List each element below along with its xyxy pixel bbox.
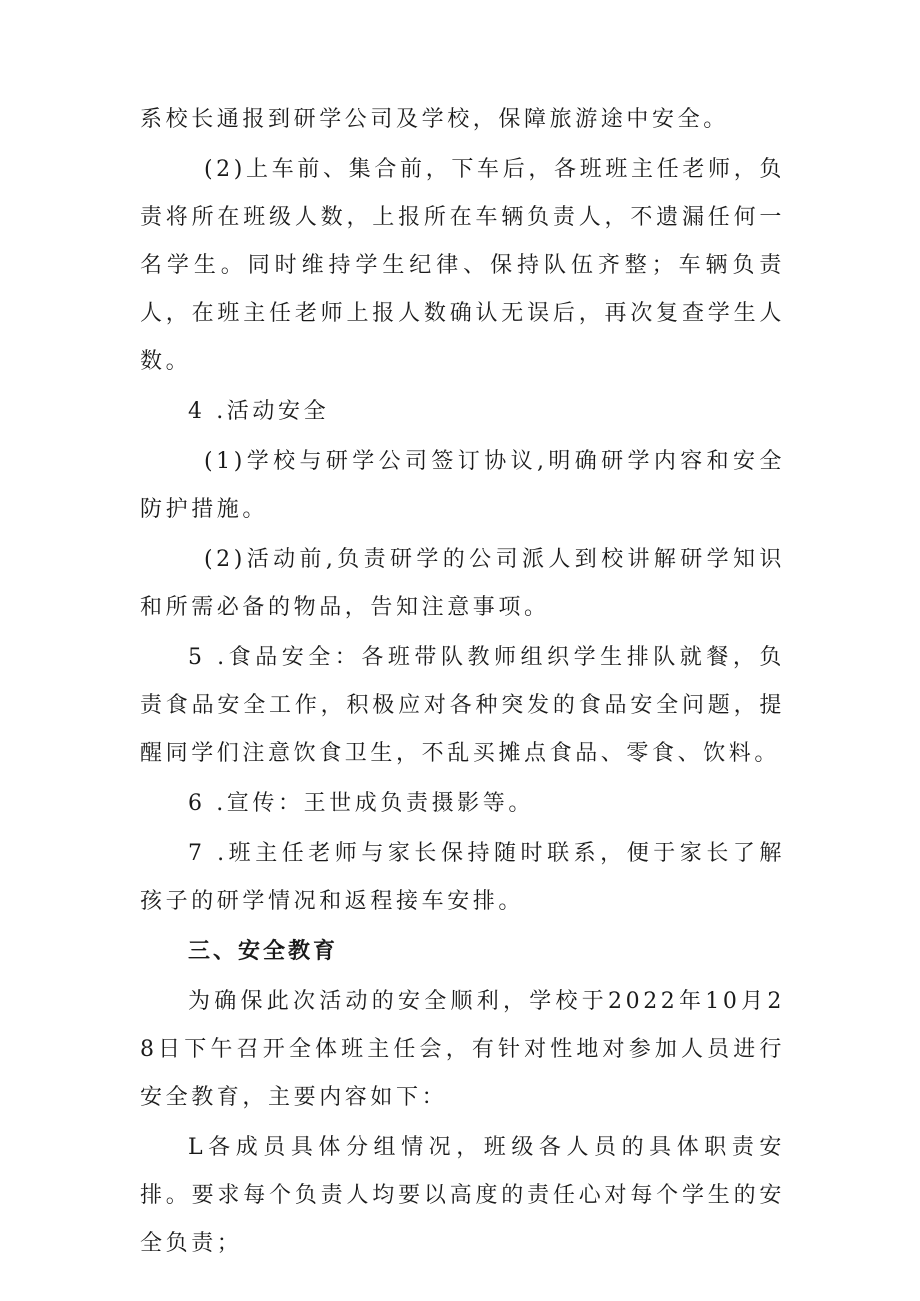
paragraph-item-2-briefing: (2)活动前,负责研学的公司派人到校讲解研学知识和所需必备的物品，告知注意事项。 xyxy=(140,547,785,620)
paragraph-continuation: 系校长通报到研学公司及学校，保障旅游途中安全。 xyxy=(140,107,729,132)
section-4-activity-safety: 4 .活动安全 xyxy=(188,399,330,424)
paragraph-education-item-1: L各成员具体分组情况，班级各人员的具体职责安排。要求每个负责人均要以高度的责任心对每个学生的安全负责； xyxy=(140,1135,785,1256)
paragraph-education-intro: 为确保此次活动的安全顺利，学校于2022年10月28日下午召开全体班主任会，有针对性地对参加人员进行安全教育，主要内容如下： xyxy=(140,989,785,1110)
heading-safety-education: 三、安全教育 xyxy=(188,939,339,964)
section-5-food-safety: 5 .食品安全：各班带队教师组织学生排队就餐，负责食品安全工作，积极应对各种突发的食品安全问题，提醒同学们注意饮食卫生，不乱买摊点食品、零食、饮料。 xyxy=(140,645,785,766)
section-7-contact: 7 .班主任老师与家长保持随时联系，便于家长了解孩子的研学情况和返程接车安排。 xyxy=(140,841,785,914)
section-6-publicity: 6 .宣传：王世成负责摄影等。 xyxy=(188,791,534,816)
paragraph-item-1-agreement: (1)学校与研学公司签订协议,明确研学内容和安全防护措施。 xyxy=(140,449,785,522)
paragraph-item-2-bus: (2)上车前、集合前，下车后，各班班主任老师，负责将所在班级人数，上报所在车辆负责人，不遗漏任何一名学生。同时维持学生纪律、保持队伍齐整；车辆负责人，在班主任老师上报人数确认无误后，再次复查学生人数。 xyxy=(140,157,785,374)
document-page xyxy=(140,96,785,1270)
